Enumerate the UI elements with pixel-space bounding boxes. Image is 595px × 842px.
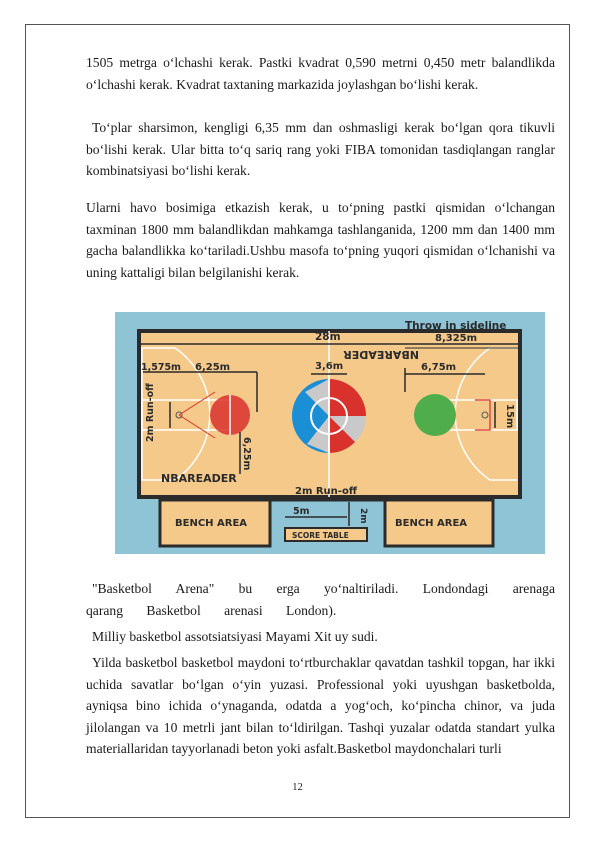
- page-number: 12: [292, 782, 303, 793]
- table-gap-label: 2m: [358, 508, 368, 524]
- court-length-label: 28m: [315, 331, 341, 343]
- throw-in-label: Throw in sideline: [405, 320, 507, 332]
- caption-arena-redirect: "Basketbol Arena" bu erga yo‘naltiriladi. Londondagi arenaga qarang Basketbol arenasi London).: [86, 581, 555, 618]
- three-point-right-label: 6,75m: [421, 362, 457, 373]
- center-circle: [292, 379, 366, 453]
- paragraph-ball-seams: To‘plar sharsimon, kengligi 6,35 mm dan oshmasligi kerak bo‘lgan qora tikuvli bo‘lishi kerak. Ular bitta to‘q sariq rang yoki FIBA tomonidan tasdiqlangan ranglar kombinatsiyasi bo‘lishi kerak.: [86, 120, 555, 178]
- paragraph-court-description: Yilda basketbol basketbol maydoni to‘rtburchaklar qavatdan tashkil topgan, har ikki uchida savatlar bo‘lgan o‘yin yuzasi. Professional yoki uyushgan basketbolda, ayniqsa bino ichida o‘ynaganda, odatda a yog‘och, ko‘pincha chinor, va juda jilolangan va 10 metrli jant bilan to‘ldirilgan. Tashqi yuzalar odatda standart yulka materiallaridan tayyorlanadi beton yoki asfalt.Basketbol maydonchalari turli: [86, 655, 555, 756]
- bench-gap-label: 5m: [293, 506, 310, 517]
- bottom-runoff-label: 2m Run-off: [295, 486, 357, 497]
- paragraph-ball-bounce: Ularni havo bosimiga etkazish kerak, u to‘pning pastki qismidan o‘lchangan taxminan 1800 mm balandlikdan mahkamga tashlanganida, 1200 mm dan 1400 mm gacha balandlikka ko‘tariladi.Ushbu masofa to‘pning yuqori qismidan o‘lchanishi va uning kattaligi bilan belgilanishi kerak.: [86, 200, 555, 280]
- court-width-label: 15m: [504, 404, 515, 429]
- brand-flipped-label: NBAREADER: [343, 348, 419, 361]
- left-distance-label: 1,575m: [141, 362, 181, 373]
- side-runoff-label: 2m Run-off: [145, 383, 156, 442]
- brand-label: NBAREADER: [161, 472, 237, 485]
- bench-area-left-label: BENCH AREA: [175, 518, 248, 529]
- paragraph-ball-dimensions: 1505 metrga o‘lchashi kerak. Pastki kvadrat 0,590 metrni 0,450 metr balandlikda o‘lchashi kerak. Kvadrat taxtaning markazida joylashgan bo‘lishi kerak.: [86, 55, 555, 92]
- score-table-label: SCORE TABLE: [292, 531, 349, 540]
- basketball-court-diagram: [115, 312, 545, 554]
- throw-distance-label: 8,325m: [435, 333, 478, 344]
- right-free-throw-circle: [414, 394, 456, 436]
- arc-radius-label: 6,25m: [241, 437, 252, 471]
- three-point-left-label: 6,25m: [195, 362, 231, 373]
- bench-area-right-label: BENCH AREA: [395, 518, 468, 529]
- center-circle-label: 3,6m: [315, 361, 344, 372]
- caption-miami-heat: Milliy basketbol assotsiatsiyasi Mayami Xit uy sudi.: [92, 629, 378, 644]
